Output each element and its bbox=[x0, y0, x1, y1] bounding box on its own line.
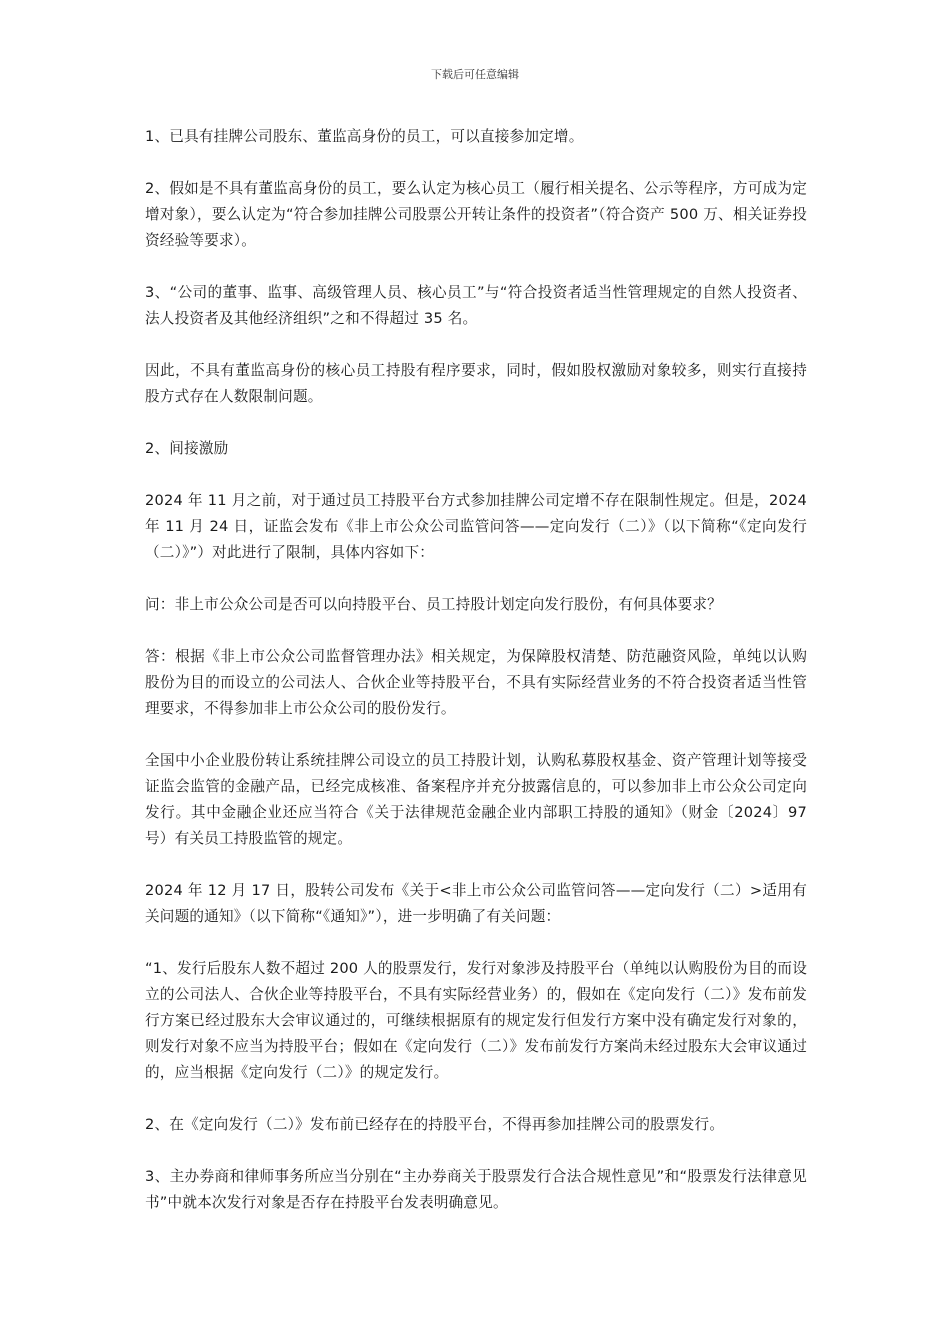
document-body bbox=[145, 124, 807, 1242]
paragraph-1: 1、已具有挂牌公司股东、董监高身份的员工，可以直接参加定增。 bbox=[145, 128, 584, 145]
paragraph-10: 2024 年 12 月 17 日，股转公司发布《关于<非上市公众公司监管问答——定向发行（二）>适用有关问题的通知》（以下简称“《通知》”），进一步明确了有关问题： bbox=[145, 882, 807, 925]
quote-item-1: “1、发行后股东人数不超过 200 人的股票发行，发行对象涉及持股平台（单纯以认购股份为目的而设立的公司法人、合伙企业等持股平台，不具有实际经营业务）的，假如在《定向发行（二）》发布前发行方案已经过股东大会审议通过的，可继续根据原有的规定发行但发行方案中没有确定发行对象的，则发行对象不应当为持股平台；假如在《定向发行（二）》发布前发行方案尚未经过股东大会审议通过的，应当根据《定向发行（二）》的规定发行。 bbox=[145, 960, 807, 1081]
answer-paragraph: 答：根据《非上市公众公司监督管理办法》相关规定，为保障股权清楚、防范融资风险，单纯以认购股份为目的而设立的公司法人、合伙企业等持股平台，不具有实际经营业务的不符合投资者适当性管理要求，不得参加非上市公众公司的股份发行。 bbox=[145, 648, 807, 717]
paragraph-9: 全国中小企业股份转让系统挂牌公司设立的员工持股计划，认购私募股权基金、资产管理计划等接受证监会监管的金融产品，已经完成核准、备案程序并充分披露信息的，可以参加非上市公众公司定向发行。其中金融企业还应当符合《关于法律规范金融企业内部职工持股的通知》（财金〔2024〕97 号）有关员工持股监管的规定。 bbox=[145, 752, 807, 847]
page-header: 下载后可任意编辑 bbox=[431, 68, 519, 81]
section-heading-indirect-incentive: 2、间接激励 bbox=[145, 440, 229, 457]
paragraph-4: 因此，不具有董监高身份的核心员工持股有程序要求，同时，假如股权激励对象较多，则实行直接持股方式存在人数限制问题。 bbox=[145, 362, 807, 405]
paragraph-2: 2、假如是不具有董监高身份的员工，要么认定为核心员工（履行相关提名、公示等程序，方可成为定增对象），要么认定为“符合参加挂牌公司股票公开转让条件的投资者”（符合资产 500 万、相关证券投资经验等要求）。 bbox=[145, 180, 807, 249]
quote-item-3: 3、主办券商和律师事务所应当分别在“主办券商关于股票发行合法合规性意见”和“股票发行法律意见书”中就本次发行对象是否存在持股平台发表明确意见。 bbox=[145, 1168, 807, 1211]
paragraph-3: 3、“公司的董事、监事、高级管理人员、核心员工”与“符合投资者适当性管理规定的自然人投资者、法人投资者及其他经济组织”之和不得超过 35 名。 bbox=[145, 284, 807, 327]
paragraph-6: 2024 年 11 月之前，对于通过员工持股平台方式参加挂牌公司定增不存在限制性规定。但是，2024 年 11 月 24 日，证监会发布《非上市公众公司监管问答——定向发行（二）》（以下简称“《定向发行（二）》”）对此进行了限制，具体内容如下： bbox=[145, 492, 807, 561]
question-paragraph: 问：非上市公众公司是否可以向持股平台、员工持股计划定向发行股份，有何具体要求？ bbox=[145, 596, 722, 613]
quote-item-2: 2、在《定向发行（二）》发布前已经存在的持股平台，不得再参加挂牌公司的股票发行。 bbox=[145, 1116, 725, 1133]
